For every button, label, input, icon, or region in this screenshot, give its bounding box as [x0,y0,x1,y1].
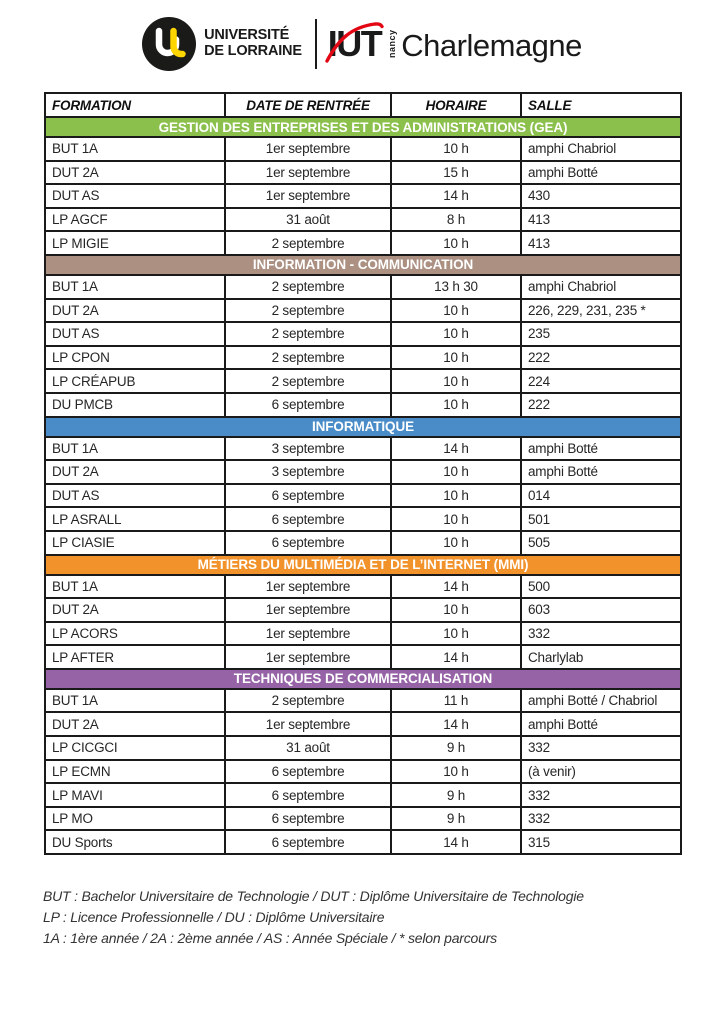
table-row [45,161,681,185]
formation-cell: DU Sports [45,830,225,854]
date-cell: 6 septembre [225,830,391,854]
horaire-cell: 9 h [391,736,521,760]
iut-charlemagne-logo [327,23,582,64]
schedule-table-head [45,93,681,117]
salle-cell: 500 [521,575,681,599]
formation-cell: DUT AS [45,484,225,508]
salle-cell: 222 [521,393,681,417]
salle-cell: 224 [521,369,681,393]
formation-cell: LP ECMN [45,760,225,784]
formation-cell: DUT 2A [45,598,225,622]
table-row [45,346,681,370]
date-cell: 2 septembre [225,346,391,370]
table-row [45,712,681,736]
table-row [45,231,681,255]
horaire-cell: 10 h [391,460,521,484]
horaire-cell: 13 h 30 [391,275,521,299]
university-name-line2: DE LORRAINE [204,43,302,59]
formation-cell: BUT 1A [45,689,225,713]
section-band-row [45,417,681,437]
column-header-formation: FORMATION [45,93,225,117]
table-row [45,369,681,393]
section-title: INFORMATIQUE [45,417,681,437]
formation-cell: BUT 1A [45,437,225,461]
horaire-cell: 9 h [391,807,521,831]
table-row [45,322,681,346]
universite-lorraine-logo [142,17,302,71]
horaire-cell: 14 h [391,712,521,736]
date-cell: 1er septembre [225,712,391,736]
footnote-line: 1A : 1ère année / 2A : 2ème année / AS : Année Spéciale / * selon parcours [43,930,497,946]
date-cell: 2 septembre [225,299,391,323]
horaire-cell: 10 h [391,484,521,508]
table-row [45,598,681,622]
salle-cell: 413 [521,208,681,232]
footnote-line: BUT : Bachelor Universitaire de Technologie / DUT : Diplôme Universitaire de Technologie [43,888,584,904]
date-cell: 1er septembre [225,184,391,208]
date-cell: 2 septembre [225,322,391,346]
date-cell: 1er septembre [225,575,391,599]
horaire-cell: 9 h [391,783,521,807]
table-row [45,507,681,531]
salle-cell: amphi Botté [521,437,681,461]
horaire-cell: 10 h [391,369,521,393]
horaire-cell: 10 h [391,622,521,646]
date-cell: 1er septembre [225,645,391,669]
date-cell: 3 septembre [225,437,391,461]
date-cell: 31 août [225,208,391,232]
formation-cell: DUT 2A [45,460,225,484]
university-name-line1: UNIVERSITÉ [204,27,290,44]
horaire-cell: 10 h [391,137,521,161]
salle-cell: amphi Chabriol [521,275,681,299]
salle-cell: 603 [521,598,681,622]
table-row [45,807,681,831]
footnote-line: LP : Licence Professionnelle / DU : Diplôme Universitaire [43,909,385,925]
formation-cell: LP MO [45,807,225,831]
date-cell: 1er septembre [225,622,391,646]
date-cell: 6 septembre [225,531,391,555]
salle-cell: 222 [521,346,681,370]
formation-cell: BUT 1A [45,275,225,299]
table-row [45,393,681,417]
section-band-row [45,555,681,575]
horaire-cell: 14 h [391,184,521,208]
logo-bar [0,14,724,74]
column-header-horaire: HORAIRE [391,93,521,117]
horaire-cell: 10 h [391,507,521,531]
logo-divider [315,19,317,69]
formation-cell: DUT AS [45,322,225,346]
formation-cell: LP MAVI [45,783,225,807]
horaire-cell: 10 h [391,760,521,784]
salle-cell: amphi Botté [521,161,681,185]
iut-label: IUT [327,23,382,64]
university-name [204,28,302,60]
formation-cell: DUT 2A [45,712,225,736]
schedule-table [44,92,682,855]
salle-cell: 505 [521,531,681,555]
table-row [45,783,681,807]
salle-cell: 235 [521,322,681,346]
formation-cell: DU PMCB [45,393,225,417]
formation-cell: LP ACORS [45,622,225,646]
site-name-label: Charlemagne [401,28,582,63]
formation-cell: LP AGCF [45,208,225,232]
date-cell: 6 septembre [225,507,391,531]
date-cell: 6 septembre [225,807,391,831]
horaire-cell: 10 h [391,393,521,417]
salle-cell: amphi Chabriol [521,137,681,161]
column-header-date: DATE DE RENTRÉE [225,93,391,117]
date-cell: 1er septembre [225,137,391,161]
formation-cell: LP ASRALL [45,507,225,531]
section-band-row [45,669,681,689]
date-cell: 3 septembre [225,460,391,484]
date-cell: 2 septembre [225,369,391,393]
table-row [45,184,681,208]
date-cell: 2 septembre [225,275,391,299]
horaire-cell: 10 h [391,531,521,555]
horaire-cell: 11 h [391,689,521,713]
ul-monogram-icon [142,17,196,71]
formation-cell: LP CRÉAPUB [45,369,225,393]
table-row [45,645,681,669]
table-row [45,531,681,555]
column-header-row [45,93,681,117]
salle-cell: 332 [521,783,681,807]
table-row [45,460,681,484]
formation-cell: LP CICGCI [45,736,225,760]
table-row [45,622,681,646]
table-row [45,575,681,599]
formation-cell: LP CIASIE [45,531,225,555]
formation-cell: DUT 2A [45,299,225,323]
footnotes [43,886,584,949]
horaire-cell: 10 h [391,299,521,323]
salle-cell: 413 [521,231,681,255]
salle-cell: 014 [521,484,681,508]
salle-cell: 226, 229, 231, 235 * [521,299,681,323]
salle-cell: Charlylab [521,645,681,669]
table-row [45,275,681,299]
table-row [45,137,681,161]
salle-cell: amphi Botté [521,712,681,736]
section-band-row [45,117,681,137]
table-row [45,830,681,854]
campus-label: nancy [387,29,398,59]
iut-wordmark [327,23,382,64]
date-cell: 6 septembre [225,393,391,417]
horaire-cell: 15 h [391,161,521,185]
formation-cell: BUT 1A [45,137,225,161]
table-row [45,736,681,760]
salle-cell: amphi Botté [521,460,681,484]
formation-cell: DUT 2A [45,161,225,185]
date-cell: 31 août [225,736,391,760]
table-row [45,689,681,713]
salle-cell: 332 [521,807,681,831]
date-cell: 6 septembre [225,484,391,508]
date-cell: 2 septembre [225,689,391,713]
formation-cell: LP AFTER [45,645,225,669]
horaire-cell: 10 h [391,346,521,370]
formation-cell: LP CPON [45,346,225,370]
schedule-table-body [45,117,681,854]
formation-cell: LP MIGIE [45,231,225,255]
salle-cell: 315 [521,830,681,854]
section-title: MÉTIERS DU MULTIMÉDIA ET DE L’INTERNET (MMI) [45,555,681,575]
horaire-cell: 10 h [391,598,521,622]
section-band-row [45,255,681,275]
horaire-cell: 14 h [391,575,521,599]
date-cell: 6 septembre [225,760,391,784]
date-cell: 1er septembre [225,161,391,185]
section-title: GESTION DES ENTREPRISES ET DES ADMINISTRATIONS (GEA) [45,117,681,137]
horaire-cell: 14 h [391,437,521,461]
salle-cell: amphi Botté / Chabriol [521,689,681,713]
salle-cell: 332 [521,736,681,760]
section-title: INFORMATION - COMMUNICATION [45,255,681,275]
horaire-cell: 10 h [391,322,521,346]
table-row [45,760,681,784]
table-row [45,437,681,461]
section-title: TECHNIQUES DE COMMERCIALISATION [45,669,681,689]
formation-cell: BUT 1A [45,575,225,599]
salle-cell: 430 [521,184,681,208]
salle-cell: (à venir) [521,760,681,784]
horaire-cell: 8 h [391,208,521,232]
horaire-cell: 14 h [391,645,521,669]
table-row [45,208,681,232]
horaire-cell: 14 h [391,830,521,854]
salle-cell: 332 [521,622,681,646]
date-cell: 6 septembre [225,783,391,807]
date-cell: 1er septembre [225,598,391,622]
column-header-salle: SALLE [521,93,681,117]
table-row [45,484,681,508]
date-cell: 2 septembre [225,231,391,255]
table-row [45,299,681,323]
horaire-cell: 10 h [391,231,521,255]
salle-cell: 501 [521,507,681,531]
formation-cell: DUT AS [45,184,225,208]
